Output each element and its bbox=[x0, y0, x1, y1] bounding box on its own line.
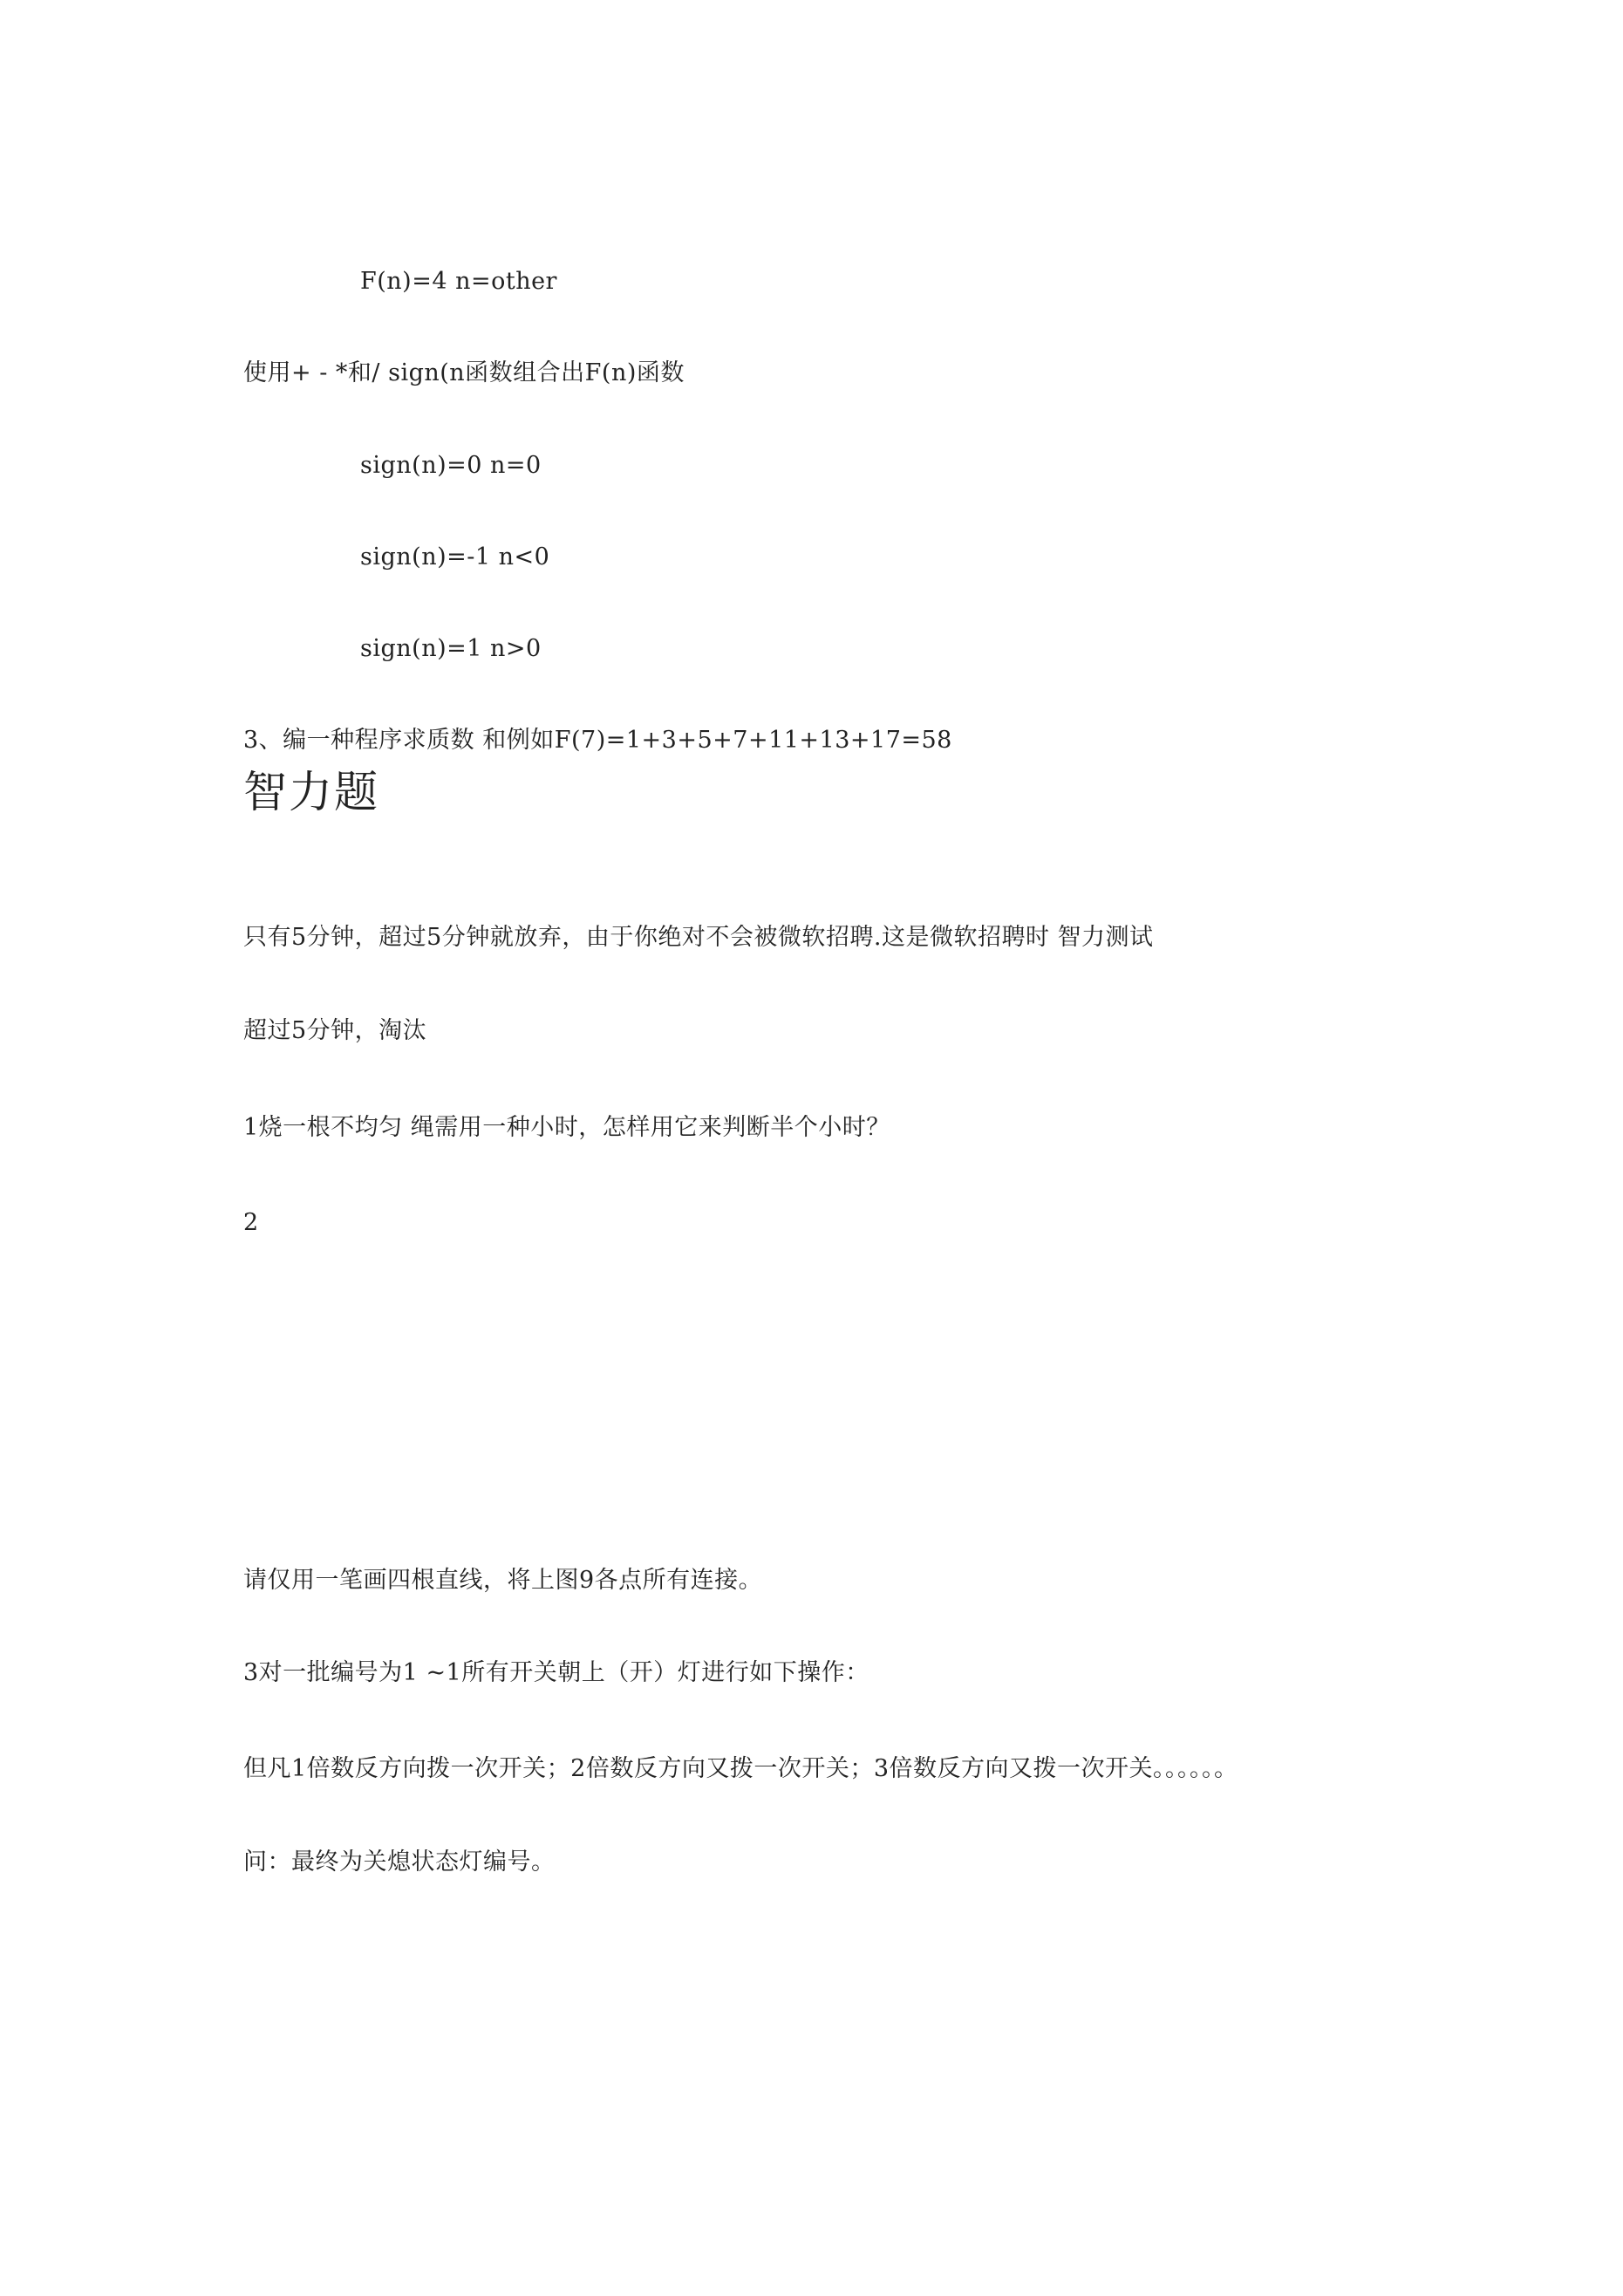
puzzle-1: 1烧一根不均匀 绳需用一种小时，怎样用它来判断半个小时？ bbox=[243, 1114, 890, 1141]
puzzle-3-line2: 但凡1倍数反方向拨一次开关；2倍数反方向又拨一次开关；3倍数反方向又拨一次开关。。。。。。 bbox=[243, 1755, 1238, 1782]
sign-definition-negative: sign(n)=-1 n<0 bbox=[360, 543, 550, 571]
sign-definition-zero: sign(n)=0 n=0 bbox=[360, 452, 542, 479]
puzzle-2-text: 请仅用一笔画四根直线，将上图9各点所有连接。 bbox=[243, 1567, 763, 1594]
prime-program-question: 3、编一种程序求质数 和例如F(7)=1+3+5+7+11+13+17=58 bbox=[243, 727, 952, 754]
formula-f-other: F(n)=4 n=other bbox=[360, 268, 557, 295]
puzzle-heading: 智力题 bbox=[243, 767, 379, 817]
puzzle-3-line1: 3对一批编号为1 ~1所有开关朝上（开）灯进行如下操作： bbox=[243, 1659, 869, 1686]
puzzle-intro: 只有5分钟，超过5分钟就放弃，由于你绝对不会被微软招聘.这是微软招聘时 智力测试 bbox=[243, 924, 1154, 951]
formula-instruction: 使用+ - *和/ sign(n函数组合出F(n)函数 bbox=[243, 359, 685, 386]
puzzle-3-question: 问：最终为关熄状态灯编号。 bbox=[243, 1848, 556, 1876]
sign-definition-positive: sign(n)=1 n>0 bbox=[360, 635, 542, 662]
puzzle-2-number: 2 bbox=[243, 1209, 259, 1236]
timeout-note: 超过5分钟，淘汰 bbox=[243, 1017, 427, 1044]
